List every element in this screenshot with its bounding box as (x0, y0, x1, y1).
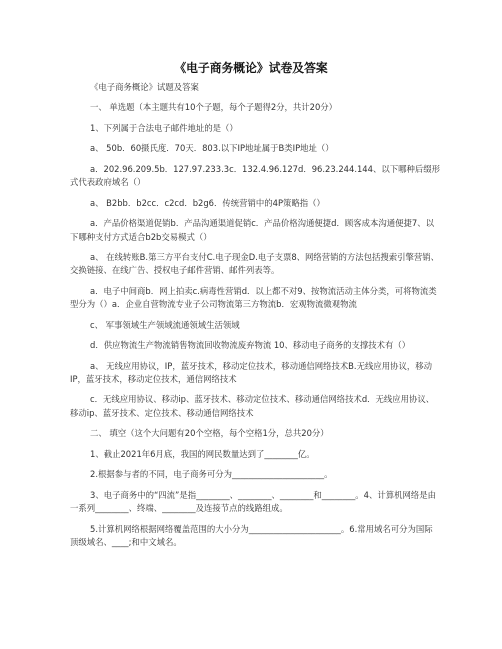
page-title: 《电子商务概论》试卷及答案 (174, 61, 328, 75)
question-text: a、 无线应用协议，IP，蓝牙技术，移动定位技术，移动通信网络技术B.无线应用协议，移动IP，蓝牙技术，移动定位技术，通信网络技术 (70, 360, 432, 384)
section-heading: 二、 填空（这个大问题有20个空格，每个空格1分，总共20分） (90, 428, 329, 439)
paragraph: 《电子商务概论》试题及答案 (90, 82, 199, 92)
question-text: a、 在线转账B.第三方平台支付C.电子现金D.电子支票8、网络营销的方法包括搜索引擎营销、交换链接、在线广告、授权电子邮件营销、邮件列表等。 (70, 251, 440, 276)
question-text: 2.根据参与者的不同，电子商务可分为______________________。 (90, 469, 333, 480)
document-body (70, 81, 440, 549)
question-text: a．电子中间商b．网上拍卖c.病毒性营销d．以上都不对9、按物流活动主体分类，可将物流类型分为（）a．企业自营物流专业子公司物流第三方物流b．宏观物流微观物流 (70, 285, 437, 310)
question-text: 5.计算机网络根据网络覆盖范围的大小分为______________________。6.常用域名可分为国际顶级域名、____;和中文域名。 (70, 523, 433, 547)
question-text: a．202.96.209.5b．127.97.233.3c．132.4.96.127d．96.23.244.144、以下哪种后缀形式代表政府域名（） (70, 163, 440, 188)
question-text: 3、电子商务中的“四流”是指________、________、________和________。4、计算机网络是由一系列________、终端、________及连接节点的线路组成。 (70, 489, 436, 514)
question-text: a、 B2bb．b2cc．c2cd．b2g6．传统营销中的4P策略指（） (90, 197, 325, 208)
question-text: c、 军事领域生产领域流通领域生活领域 (90, 319, 240, 330)
question-text: c．无线应用协议、移动ip、蓝牙技术、移动定位技术、移动通信网络技术d．无线应用协议、移动ip、蓝牙技术、定位技术、移动通信网络技术 (70, 394, 435, 418)
question-text: d．供应物流生产物流销售物流回收物流废弃物流 10、移动电子商务的支撑技术有（） (90, 340, 411, 351)
question-text: a、 50b．60摄氏度．70天．803.以下IP地址属于B类IP地址（） (90, 143, 334, 154)
question-text: a．产品价格渠道促销b．产品沟通渠道促销c．产品价格沟通便捷d．顾客成本沟通便捷7、以下哪种支付方式适合b2b交易模式（） (70, 218, 434, 242)
section-heading: 一、 单选题（本主题共有10个子题，每个子题得2分，共计20分） (90, 102, 338, 113)
question-text: 1、下列属于合法电子邮件地址的是（） (90, 122, 238, 133)
question-text: 1、截止2021年6月底，我国的网民数量达到了________亿。 (90, 448, 315, 459)
